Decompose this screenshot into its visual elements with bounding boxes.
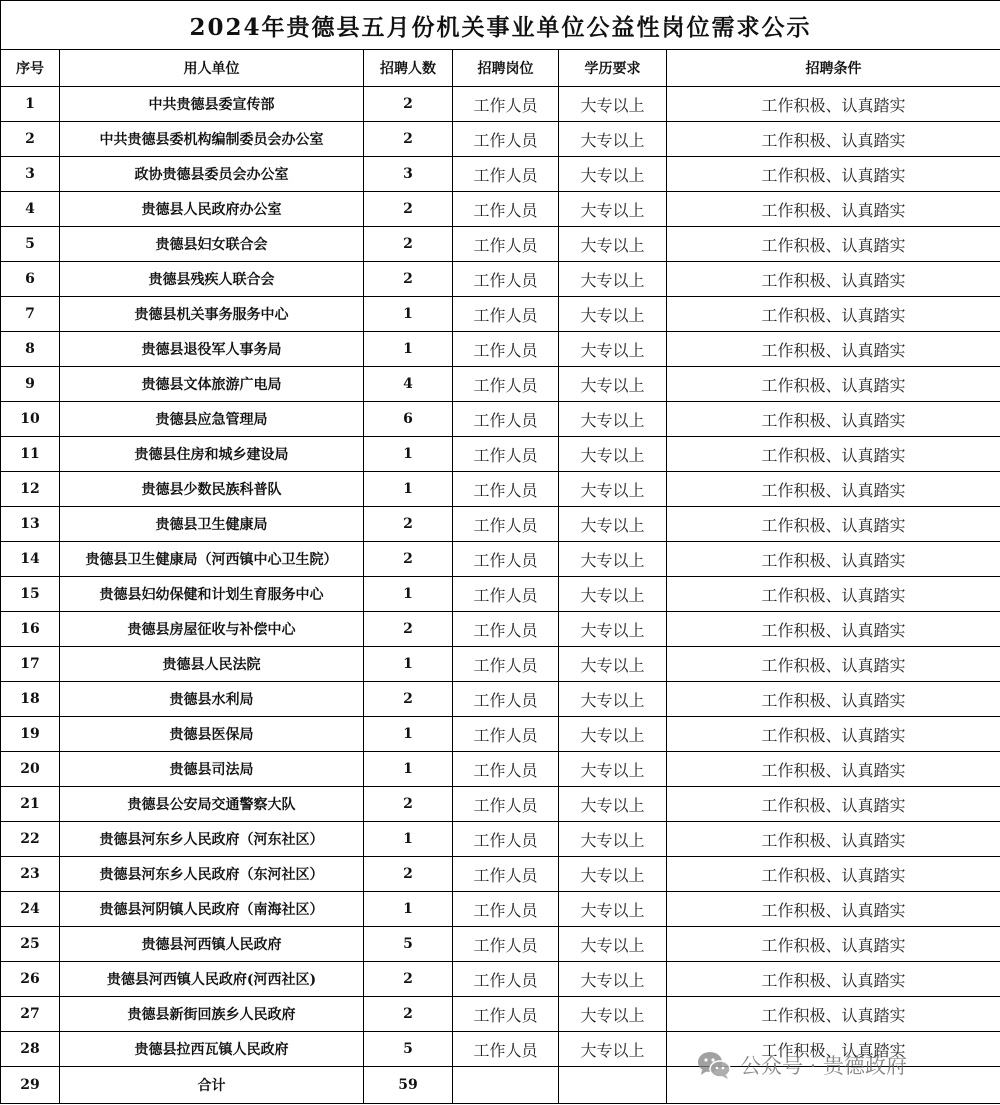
cell-hire-count: 2 [364,122,453,157]
cell-education: 大专以上 [559,297,667,332]
table-row [1,437,1000,472]
table-row [1,962,1000,997]
cell-serial-number: 1 [1,87,60,122]
table-row [1,857,1000,892]
cell-hire-count: 2 [364,857,453,892]
cell-conditions: 工作积极、认真踏实 [667,367,1000,402]
cell-position: 工作人员 [453,437,559,472]
cell-employer: 贵德县司法局 [60,752,364,787]
cell-conditions: 工作积极、认真踏实 [667,297,1000,332]
cell-position: 工作人员 [453,577,559,612]
cell-hire-count: 5 [364,1032,453,1067]
table-row [1,472,1000,507]
header-conditions: 招聘条件 [667,50,1000,87]
cell-employer: 贵德县人民政府办公室 [60,192,364,227]
cell-conditions: 工作积极、认真踏实 [667,857,1000,892]
cell-conditions: 工作积极、认真踏实 [667,472,1000,507]
cell-position: 工作人员 [453,192,559,227]
cell-position: 工作人员 [453,997,559,1032]
cell-conditions: 工作积极、认真踏实 [667,612,1000,647]
cell-employer: 贵德县河西镇人民政府(河西社区) [60,962,364,997]
cell-serial-number: 15 [1,577,60,612]
cell-education: 大专以上 [559,822,667,857]
cell-education: 大专以上 [559,682,667,717]
cell-serial-number: 2 [1,122,60,157]
cell-position: 工作人员 [453,962,559,997]
cell-employer: 贵德县少数民族科普队 [60,472,364,507]
cell-position: 工作人员 [453,402,559,437]
cell-serial-number: 25 [1,927,60,962]
header-employer: 用人单位 [60,50,364,87]
cell-education: 大专以上 [559,122,667,157]
cell-conditions: 工作积极、认真踏实 [667,682,1000,717]
cell-hire-count: 2 [364,507,453,542]
cell-education: 大专以上 [559,227,667,262]
table-row [1,507,1000,542]
cell-employer: 贵德县河西镇人民政府 [60,927,364,962]
header-serial-number: 序号 [1,50,60,87]
cell-employer: 贵德县机关事务服务中心 [60,297,364,332]
cell-education: 大专以上 [559,1032,667,1067]
table-row [1,332,1000,367]
cell-conditions: 工作积极、认真踏实 [667,997,1000,1032]
table-row [1,87,1000,122]
cell-serial-number: 27 [1,997,60,1032]
cell-hire-count: 2 [364,192,453,227]
cell-employer: 贵德县应急管理局 [60,402,364,437]
cell-conditions: 工作积极、认真踏实 [667,542,1000,577]
cell-serial-number: 3 [1,157,60,192]
wechat-icon [696,1050,732,1080]
table-header [1,50,1000,87]
cell-position: 工作人员 [453,857,559,892]
cell-education: 大专以上 [559,367,667,402]
cell-position: 工作人员 [453,87,559,122]
wechat-watermark [696,1046,907,1084]
cell-hire-count: 1 [364,332,453,367]
cell-position: 工作人员 [453,612,559,647]
cell-education: 大专以上 [559,997,667,1032]
cell-employer: 贵德县河东乡人民政府（河东社区） [60,822,364,857]
cell-employer: 贵德县拉西瓦镇人民政府 [60,1032,364,1067]
cell-education: 大专以上 [559,542,667,577]
cell-conditions: 工作积极、认真踏实 [667,437,1000,472]
cell-hire-count: 2 [364,87,453,122]
cell-education: 大专以上 [559,717,667,752]
cell-serial-number: 9 [1,367,60,402]
table-row [1,997,1000,1032]
table-row [1,787,1000,822]
cell-education: 大专以上 [559,857,667,892]
cell-hire-count: 4 [364,367,453,402]
cell-serial-number: 14 [1,542,60,577]
cell-position: 工作人员 [453,752,559,787]
cell-education: 大专以上 [559,332,667,367]
cell-position: 工作人员 [453,227,559,262]
cell-employer: 贵德县退役军人事务局 [60,332,364,367]
table-row [1,892,1000,927]
table-row [1,542,1000,577]
cell-hire-count: 2 [364,612,453,647]
cell-position: 工作人员 [453,472,559,507]
cell-education: 大专以上 [559,262,667,297]
cell-employer: 贵德县卫生健康局（河西镇中心卫生院） [60,542,364,577]
cell-employer: 贵德县河阴镇人民政府（南海社区） [60,892,364,927]
table-row [1,612,1000,647]
cell-education: 大专以上 [559,647,667,682]
cell-employer: 贵德县妇女联合会 [60,227,364,262]
cell-serial-number: 13 [1,507,60,542]
table-row [1,227,1000,262]
cell-education: 大专以上 [559,787,667,822]
cell-serial-number: 20 [1,752,60,787]
cell-serial-number: 4 [1,192,60,227]
cell-hire-count: 2 [364,787,453,822]
cell-conditions: 工作积极、认真踏实 [667,927,1000,962]
header-position: 招聘岗位 [453,50,559,87]
cell-serial-number: 24 [1,892,60,927]
cell-employer: 贵德县人民法院 [60,647,364,682]
table-row [1,717,1000,752]
total-hire-count: 59 [364,1067,453,1104]
table-row [1,402,1000,437]
cell-conditions: 工作积极、认真踏实 [667,87,1000,122]
total-label: 合计 [60,1067,364,1104]
cell-conditions: 工作积极、认真踏实 [667,822,1000,857]
cell-hire-count: 1 [364,577,453,612]
cell-hire-count: 2 [364,682,453,717]
cell-position: 工作人员 [453,262,559,297]
cell-position: 工作人员 [453,297,559,332]
cell-position: 工作人员 [453,787,559,822]
cell-employer: 贵德县住房和城乡建设局 [60,437,364,472]
cell-conditions: 工作积极、认真踏实 [667,332,1000,367]
cell-position: 工作人员 [453,927,559,962]
table-row [1,192,1000,227]
cell-education: 大专以上 [559,472,667,507]
table-row [1,262,1000,297]
cell-hire-count: 1 [364,437,453,472]
cell-hire-count: 1 [364,717,453,752]
cell-conditions: 工作积极、认真踏实 [667,122,1000,157]
cell-conditions: 工作积极、认真踏实 [667,787,1000,822]
cell-employer: 贵德县房屋征收与补偿中心 [60,612,364,647]
cell-hire-count: 1 [364,472,453,507]
cell-education: 大专以上 [559,437,667,472]
cell-serial-number: 18 [1,682,60,717]
cell-serial-number: 7 [1,297,60,332]
cell-position: 工作人员 [453,822,559,857]
cell-serial-number: 22 [1,822,60,857]
table-row [1,297,1000,332]
table-row [1,367,1000,402]
cell-education: 大专以上 [559,507,667,542]
cell-position: 工作人员 [453,1032,559,1067]
table-row [1,577,1000,612]
cell-serial-number: 17 [1,647,60,682]
cell-hire-count: 1 [364,822,453,857]
cell-education: 大专以上 [559,752,667,787]
cell-employer: 贵德县河东乡人民政府（东河社区） [60,857,364,892]
cell-hire-count: 5 [364,927,453,962]
cell-hire-count: 1 [364,892,453,927]
cell-education: 大专以上 [559,612,667,647]
cell-conditions: 工作积极、认真踏实 [667,752,1000,787]
cell-employer: 政协贵德县委员会办公室 [60,157,364,192]
table-row [1,122,1000,157]
cell-position: 工作人员 [453,122,559,157]
watermark-text: 公众号 · 贵德政府 [740,1054,908,1078]
header-hire-count: 招聘人数 [364,50,453,87]
cell-conditions: 工作积极、认真踏实 [667,402,1000,437]
cell-conditions: 工作积极、认真踏实 [667,892,1000,927]
cell-serial-number: 10 [1,402,60,437]
cell-serial-number: 12 [1,472,60,507]
cell-education: 大专以上 [559,402,667,437]
cell-education: 大专以上 [559,577,667,612]
table-row [1,157,1000,192]
cell-serial-number: 28 [1,1032,60,1067]
cell-conditions: 工作积极、认真踏实 [667,577,1000,612]
cell-hire-count: 1 [364,647,453,682]
cell-employer: 中共贵德县委宣传部 [60,87,364,122]
cell-position: 工作人员 [453,647,559,682]
cell-employer: 贵德县新街回族乡人民政府 [60,997,364,1032]
cell-position: 工作人员 [453,542,559,577]
cell-position: 工作人员 [453,892,559,927]
cell-education: 大专以上 [559,962,667,997]
cell-education: 大专以上 [559,892,667,927]
cell-conditions: 工作积极、认真踏实 [667,507,1000,542]
cell-hire-count: 2 [364,262,453,297]
cell-hire-count: 3 [364,157,453,192]
cell-conditions: 工作积极、认真踏实 [667,962,1000,997]
cell-serial-number: 16 [1,612,60,647]
cell-employer: 贵德县文体旅游广电局 [60,367,364,402]
cell-hire-count: 2 [364,542,453,577]
cell-hire-count: 1 [364,752,453,787]
cell-serial-number: 5 [1,227,60,262]
cell-conditions: 工作积极、认真踏实 [667,262,1000,297]
cell-serial-number: 6 [1,262,60,297]
cell-education: 大专以上 [559,192,667,227]
cell-education: 大专以上 [559,927,667,962]
cell-position: 工作人员 [453,332,559,367]
cell-serial-number: 8 [1,332,60,367]
cell-position: 工作人员 [453,717,559,752]
table-row [1,822,1000,857]
cell-serial-number: 26 [1,962,60,997]
table-row [1,682,1000,717]
cell-conditions: 工作积极、认真踏实 [667,1032,1000,1067]
cell-conditions: 工作积极、认真踏实 [667,647,1000,682]
cell-serial-number: 19 [1,717,60,752]
cell-employer: 贵德县水利局 [60,682,364,717]
cell-hire-count: 2 [364,227,453,262]
cell-position: 工作人员 [453,157,559,192]
cell-serial-number: 23 [1,857,60,892]
cell-hire-count: 2 [364,997,453,1032]
cell-conditions: 工作积极、认真踏实 [667,192,1000,227]
cell-employer: 贵德县公安局交通警察大队 [60,787,364,822]
cell-employer: 贵德县妇幼保健和计划生育服务中心 [60,577,364,612]
table-row [1,752,1000,787]
cell-employer: 中共贵德县委机构编制委员会办公室 [60,122,364,157]
header-education: 学历要求 [559,50,667,87]
cell-serial-number: 11 [1,437,60,472]
cell-education: 大专以上 [559,157,667,192]
total-empty-position [453,1067,559,1104]
table-row [1,927,1000,962]
cell-education: 大专以上 [559,87,667,122]
cell-employer: 贵德县卫生健康局 [60,507,364,542]
cell-position: 工作人员 [453,367,559,402]
page-title: 2024年贵德县五月份机关事业单位公益性岗位需求公示 [1,1,1000,50]
cell-employer: 贵德县残疾人联合会 [60,262,364,297]
table-row [1,647,1000,682]
cell-position: 工作人员 [453,682,559,717]
cell-serial-number: 21 [1,787,60,822]
total-serial-number: 29 [1,1067,60,1104]
cell-conditions: 工作积极、认真踏实 [667,717,1000,752]
cell-conditions: 工作积极、认真踏实 [667,157,1000,192]
cell-conditions: 工作积极、认真踏实 [667,227,1000,262]
cell-employer: 贵德县医保局 [60,717,364,752]
cell-hire-count: 1 [364,297,453,332]
cell-hire-count: 6 [364,402,453,437]
total-empty-education [559,1067,667,1104]
cell-position: 工作人员 [453,507,559,542]
cell-hire-count: 2 [364,962,453,997]
